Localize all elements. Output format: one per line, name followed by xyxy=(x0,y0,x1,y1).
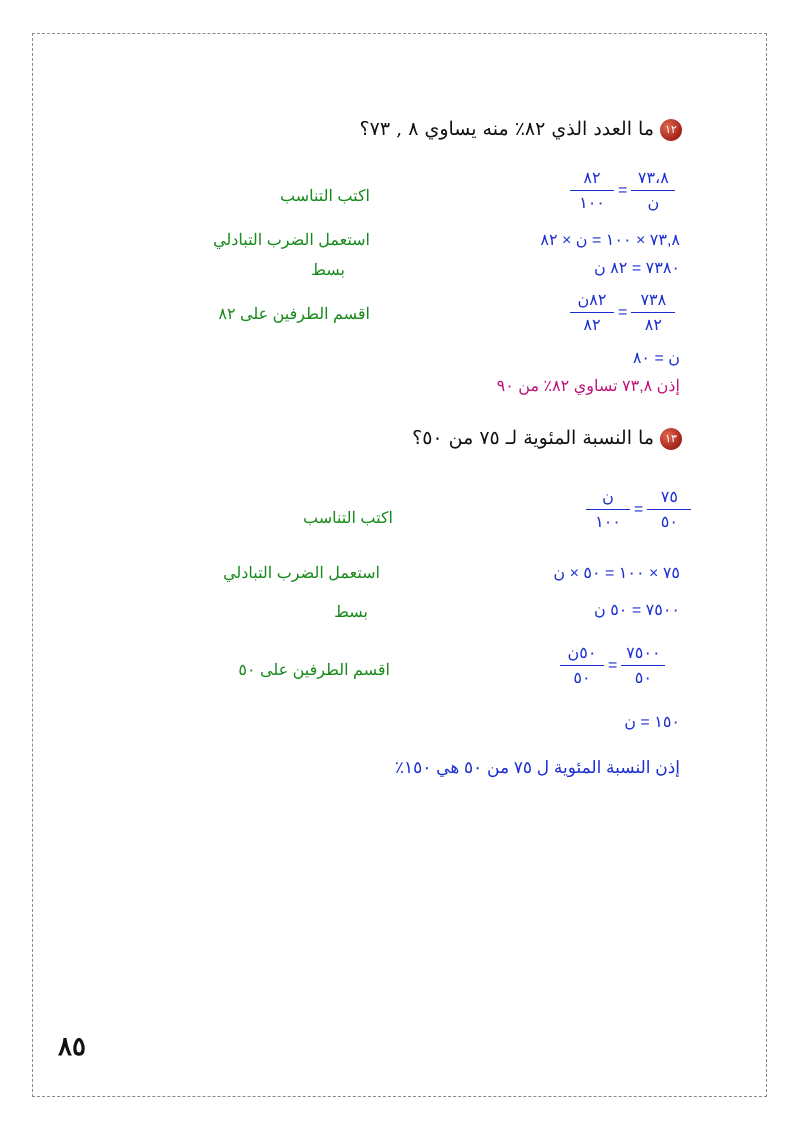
fraction-numerator: ٧٣٨ xyxy=(631,290,675,313)
problem-13-proportion: $\frac{\text{ن}}{١٠٠}$ = $\frac{٧٥}{٥٠}$ xyxy=(586,487,691,532)
problem-12-proportion: $\frac{٨٢}{١٠٠}$ = $\frac{٧٣،٨}{\text{ن}}$ xyxy=(570,168,675,213)
conclusion: إذن النسبة المئوية ل ٧٥ من ٥٠ هي ١٥٠٪ xyxy=(394,758,680,777)
step-expression: ٧٥ × ١٠٠ = ٥٠ × ن xyxy=(553,565,680,582)
fraction-denominator: ن xyxy=(647,195,660,212)
fraction-denominator: ٨٢ xyxy=(644,317,662,334)
step-expression: ن = ٨٠ xyxy=(632,350,680,367)
step-expression: ٧٥٠٠ = ٥٠ ن xyxy=(594,602,680,619)
step-label: اقسم الطرفين على ٨٢ xyxy=(218,306,370,323)
fraction-denominator: ١٠٠ xyxy=(579,195,605,212)
problem-12-heading xyxy=(360,118,682,141)
fraction-numerator: ٥٠ن xyxy=(560,643,604,666)
step-expression: ٧٣٨٠ = ٨٢ ن xyxy=(594,260,680,277)
fraction-numerator: ٧٥ xyxy=(647,487,691,510)
conclusion: إذن ٧٣,٨ تساوي ٨٢٪ من ٩٠ xyxy=(496,378,680,395)
fraction-numerator: ٧٣،٨ xyxy=(631,168,675,191)
problem-13-badge: ١٣ xyxy=(660,428,682,450)
problem-12-badge: ١٢ xyxy=(660,119,682,141)
fraction-numerator: ٨٢ xyxy=(570,168,614,191)
problem-13-heading xyxy=(412,427,682,450)
problem-12-division: $\frac{\text{٨٢ن}}{٨٢}$ = $\frac{٧٣٨}{٨٢}$ xyxy=(570,290,675,335)
step-expression: ١٥٠ = ن xyxy=(624,714,680,731)
problem-13-division: $\frac{\text{٥٠ن}}{٥٠}$ = $\frac{٧٥٠٠}{٥٠}$ xyxy=(560,643,665,688)
page-number: ٨٥ xyxy=(58,1032,86,1062)
fraction-denominator: ١٠٠ xyxy=(595,514,621,531)
step-label: بسط xyxy=(334,604,368,621)
fraction-numerator: ٧٥٠٠ xyxy=(621,643,665,666)
problem-12-question: ما العدد الذي ٨٢٪ منه يساوي ٨ , ٧٣؟ xyxy=(359,118,654,140)
fraction-numerator: ٨٢ن xyxy=(570,290,614,313)
problem-13-question: ما النسبة المئوية لـ ٧٥ من ٥٠؟ xyxy=(412,427,654,449)
step-label: اقسم الطرفين على ٥٠ xyxy=(238,662,390,679)
step-expression: ٧٣,٨ × ١٠٠ = ن × ٨٢ xyxy=(540,232,680,249)
fraction-denominator: ٥٠ xyxy=(573,670,591,687)
fraction-numerator: ن xyxy=(586,487,630,510)
fraction-denominator: ٥٠ xyxy=(660,514,678,531)
fraction-denominator: ٥٠ xyxy=(634,670,652,687)
step-label: اكتب التناسب xyxy=(279,188,370,205)
step-label: استعمل الضرب التبادلي xyxy=(223,565,380,582)
step-label: اكتب التناسب xyxy=(302,510,393,527)
step-label: استعمل الضرب التبادلي xyxy=(213,232,370,249)
step-label: بسط xyxy=(311,262,345,279)
fraction-denominator: ٨٢ xyxy=(583,317,601,334)
